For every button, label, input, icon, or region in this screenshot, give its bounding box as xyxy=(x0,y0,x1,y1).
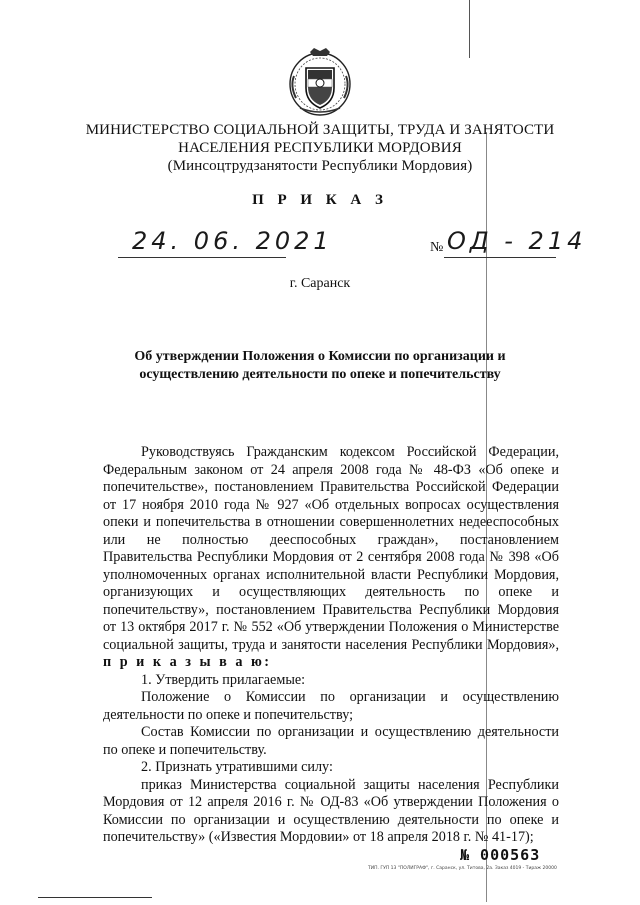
order-number: ОД - 214 xyxy=(447,227,587,255)
footer-rule xyxy=(38,897,152,898)
order-body xyxy=(103,444,559,847)
subject-line2: осуществлению деятельности по опеке и попечительству xyxy=(139,367,501,382)
form-serial-number: № 000563 xyxy=(460,846,541,864)
preamble-paragraph xyxy=(103,444,559,672)
item-2: 2. Признать утратившими силу: xyxy=(141,759,333,775)
date-underline xyxy=(118,257,286,258)
ministry-heading xyxy=(60,121,580,175)
printer-imprint: ТИП. ГУП 13 "ПОЛИГРАФ", г. Саранск, ул. Титова, 2а. Заказ 4019 - Тираж 20000 xyxy=(368,866,557,871)
subject-line1: Об утверждении Положения о Комиссии по организации и xyxy=(134,349,506,364)
item-1: 1. Утвердить прилагаемые: xyxy=(141,671,306,688)
order-number-label: № xyxy=(430,240,444,255)
order-date: 24. 06. 2021 xyxy=(132,227,333,255)
order-subject xyxy=(110,348,530,384)
ministry-name-line1: МИНИСТЕРСТВО СОЦИАЛЬНОЙ ЗАЩИТЫ, ТРУДА И ЗАНЯТОСТИ xyxy=(85,122,555,138)
orders-word: п р и к а з ы в а ю: xyxy=(103,654,272,670)
item-1-b: Состав Комиссии по организации и осуществлению деятельности по опеке и попечительству. xyxy=(103,724,559,758)
order-city: г. Саранск xyxy=(289,276,351,291)
item-1-a: Положение о Комиссии по организации и осуществлению деятельности по опеке и попечительству; xyxy=(103,689,559,723)
ministry-name-line2: НАСЕЛЕНИЯ РЕСПУБЛИКИ МОРДОВИЯ xyxy=(178,140,462,156)
ministry-short-name: (Минсоцтрудзанятости Республики Мордовия) xyxy=(167,158,473,174)
item-2-a: приказ Министерства социальной защиты населения Республики Мордовия от 12 апреля 2016 г. № ОД-83 «Об утверждении Положения о Комиссии по организации и осуществлению деятельности по опеке и попечительству» («Известия Мордовии» от 18 апреля 2018 г. № 41-17); xyxy=(103,776,559,845)
scan-artifact-line xyxy=(469,0,470,58)
preamble-text: Руководствуясь Гражданским кодексом Российской Федерации, Федеральным законом от 24 апреля 2008 года № 48-ФЗ «Об опеке и попечительстве», постановлением Правительства Российской Федерации от 17 ноября 2010 года № 927 «Об отдельных вопросах осуществления опеки и попечительства в отношении совершеннолетних недееспособных или не полностью дееспособных граждан», постановлением Правительства Республики Мордовия от 2 сентября 2008 года № 398 «Об уполномоченных органах исполнительной власти Республики Мордовия, организующих и осуществляющих деятельность по опеке и попечительству», постановлением Правительства Республики Мордовия от 13 октября 2017 г. № 552 «Об утверждении Положения о Министерстве социальной защиты, труда и занятости населения Республики Мордовия», xyxy=(103,444,559,653)
order-title: П Р И К А З xyxy=(252,192,388,208)
coat-of-arms-icon xyxy=(286,46,354,118)
number-underline xyxy=(444,257,556,258)
